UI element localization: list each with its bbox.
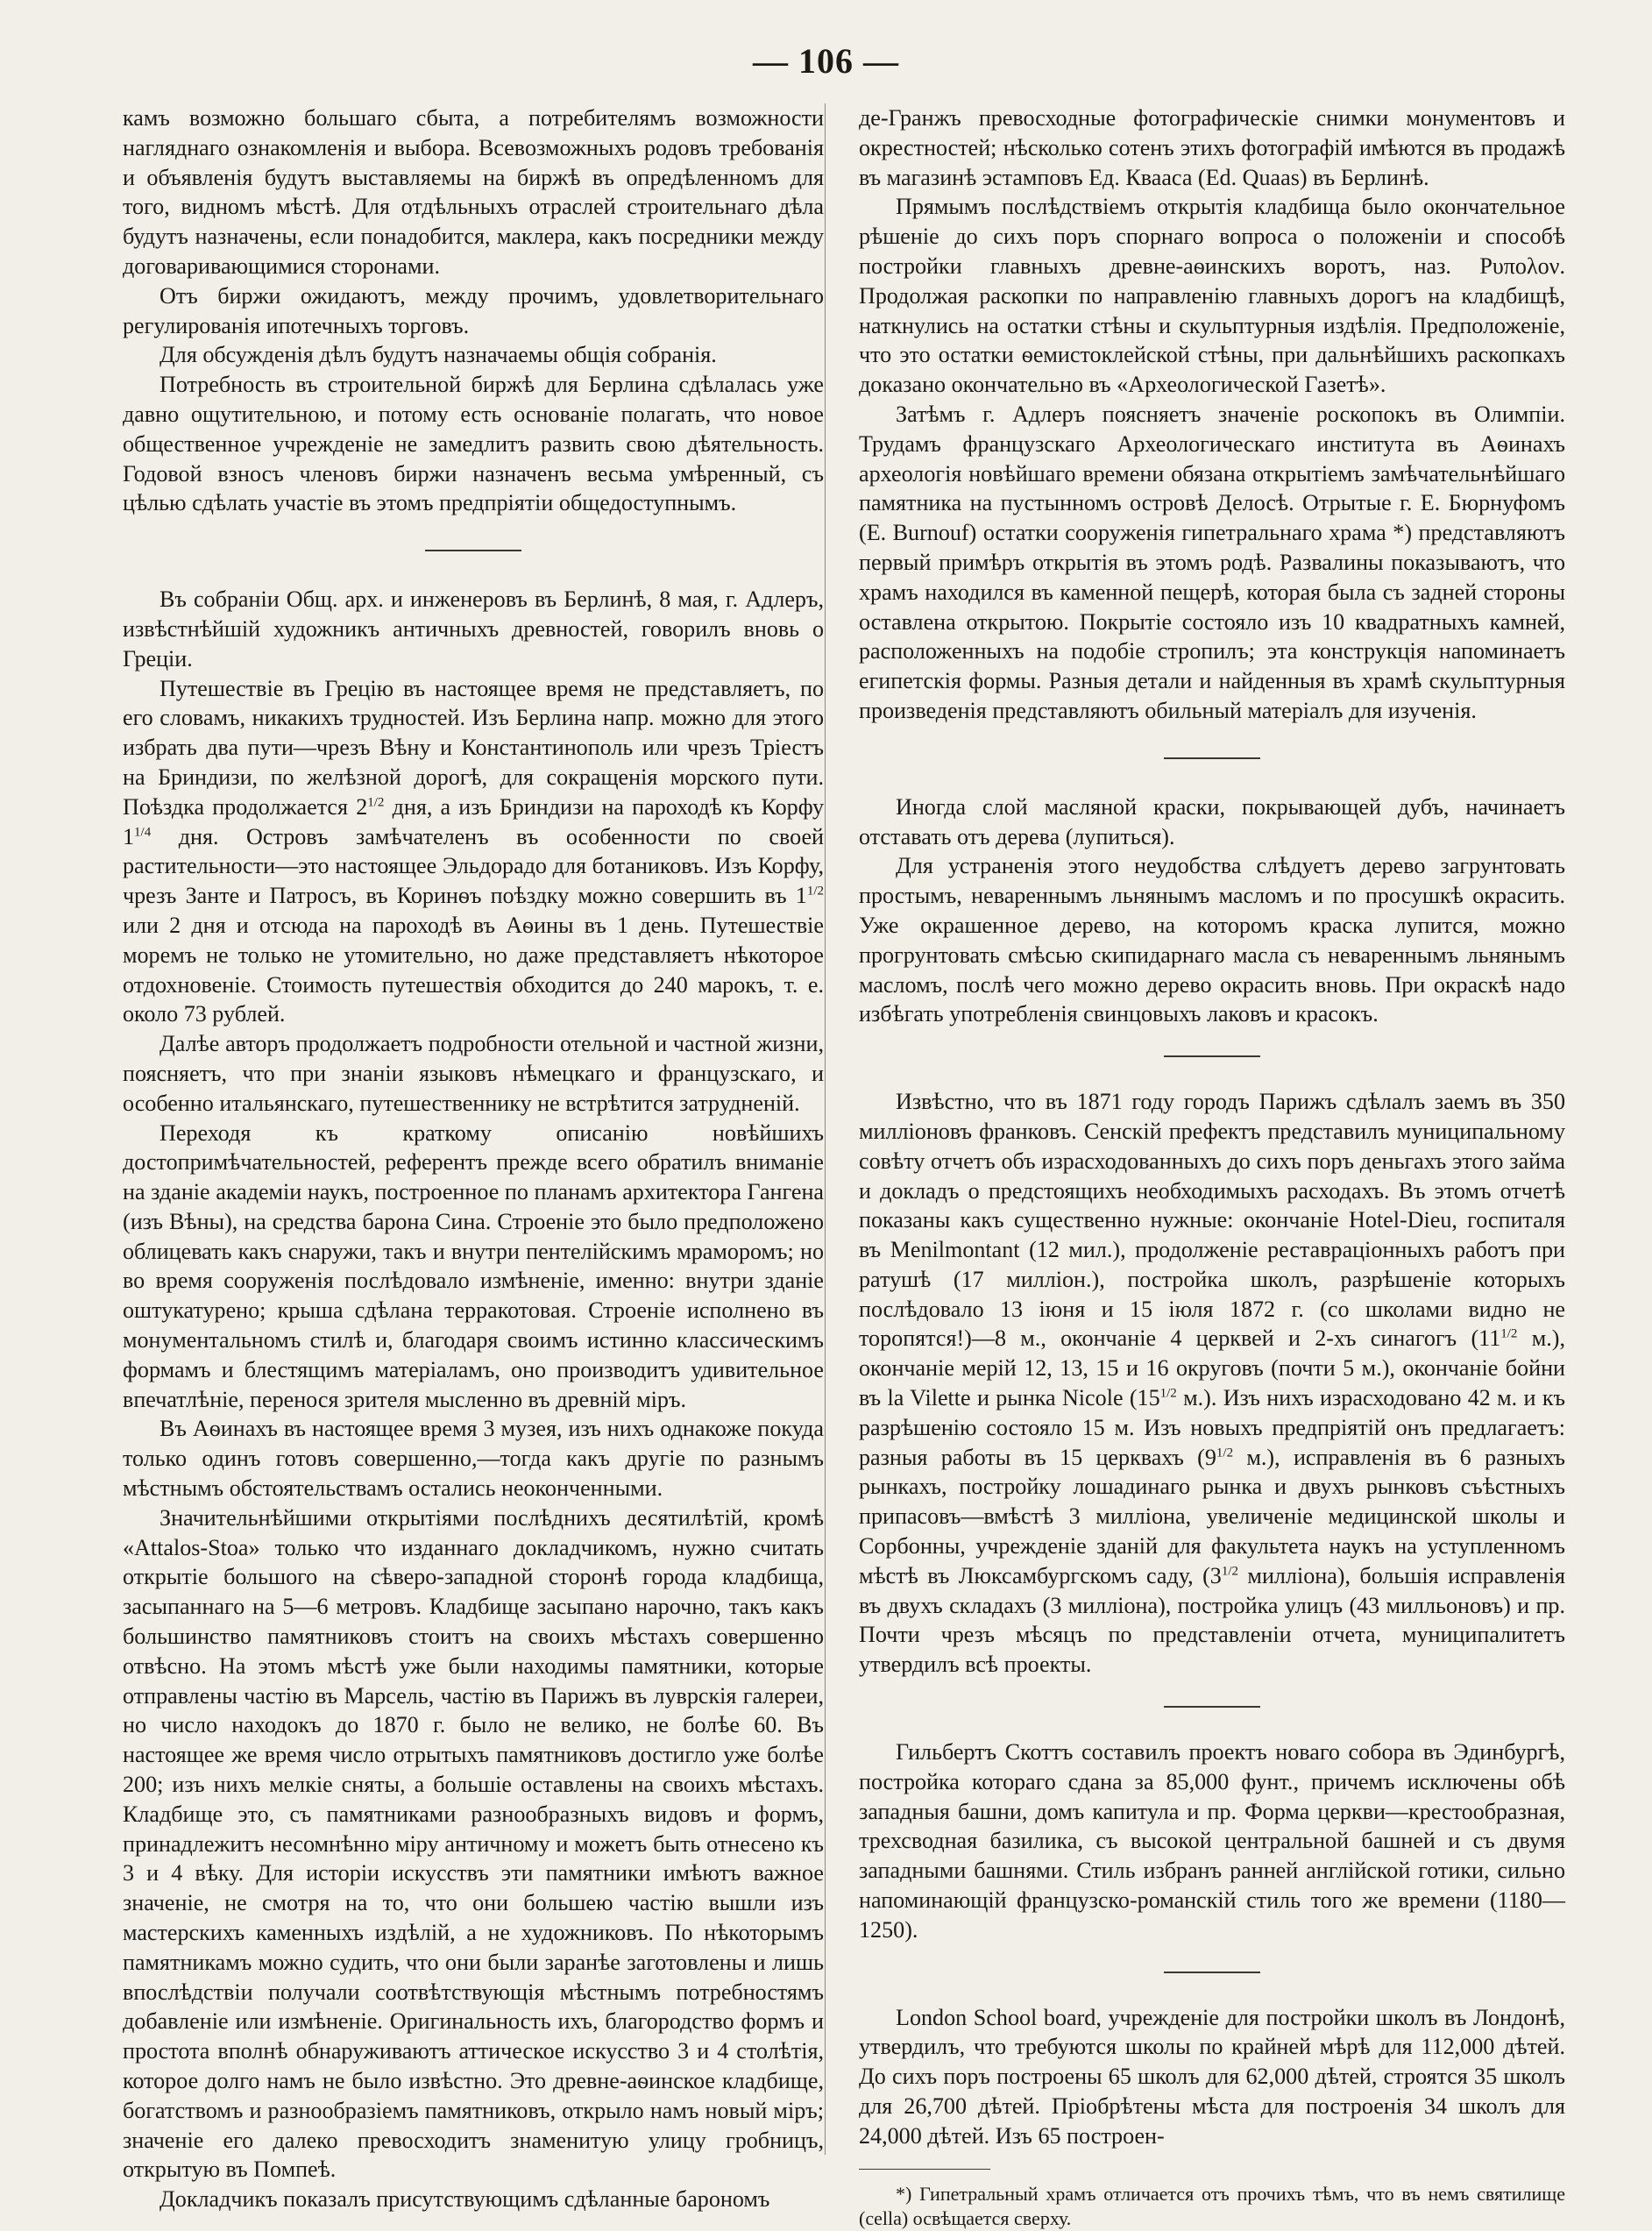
photographs-paragraph-start: Докладчикъ показалъ присутствующимъ сдѣланные барономъ: [160, 2186, 770, 2213]
section-divider: [425, 550, 521, 551]
photographs-paragraph-end: де-Гранжъ превосходные фотографическіе снимки монументовъ и окрестностей; нѣсколько сотенъ этихъ фотографій имѣются въ продажѣ въ магазинѣ эстамповъ Ед. Квааса (Ed. Quaas) въ Берлинѣ.: [859, 105, 1565, 190]
oil-paint-paragraph: Иногда слой масляной краски, покрывающей дубъ, начинаетъ отставать отъ дерева (лупиться).: [859, 793, 1565, 849]
paris-loan-paragraph: Извѣстно, что въ 1871 году городъ Парижъ сдѣлалъ заемъ въ 350 милліоновъ франковъ. Сенскій префектъ представилъ муниципальному совѣту отчетъ объ израсходованныхъ до сихъ поръ деньгахъ этого займа и докладъ о предстоящихъ необходимыхъ расходахъ. Въ этомъ отчетѣ показаны какъ существенно нужные: окончаніе Hotel-Dieu, госпиталя въ Menilmontant (12 мил.), продолженіе реставраціонныхъ работъ при ратушѣ (17 милліон.), постройка школъ, разрѣшеніе которыхъ послѣдовало 13 іюня и 15 іюля 1872 г. (со школами видно не торопятся!)—8 м., окончаніе 4 церквей и 2-хъ синагогъ ($11^{1/2}$ м.), окончаніе мерій 12, 13, 15 и 16 округовъ (почти 5 м.), окончаніе бойни въ la Vilette и рынка Nicole ($15^{1/2}$ м.). Изъ нихъ израсходовано 42 м. и къ разрѣшенію состояло 15 м. Изъ новыхъ предпріятій онъ предлагаетъ: разныя работы въ 15 церквахъ ($9^{1/2}$ м.), исправленія въ 6 разныхъ рынкахъ, постройку лошадинаго рынка и двухъ рынковъ съѣстныхъ припасовъ—вмѣстѣ 3 милліона, увеличеніе медицинской школы и Сорбонны, учрежденіе зданій для факультета наукъ на уступленномъ мѣстѣ въ Люксамбургскомъ саду, ($3^{1/2}$ милліона), большія исправленія въ двухъ складахъ (3 милліона), постройка улицъ (43 милльоновъ) и пр. Почти чрезъ мѣсяцъ по представленіи отчета, муниципалитетъ утвердилъ всѣ проекты.: [859, 1089, 1566, 1678]
hotel-life-paragraph: Далѣе авторъ продолжаетъ подробности отельной и частной жизни, поясняетъ, что при знаніи языковъ нѣмецкаго и французскаго, и особенно итальянскаго, путешественнику не встрѣтится затрудненій.: [123, 1031, 824, 1116]
gate-paragraph: Прямымъ послѣдствіемъ открытія кладбища было окончательное рѣшеніе до сихъ поръ спорнаго вопроса о положеніи и способѣ постройки главныхъ древне-аѳинскихъ воротъ, наз. Ρυπολον. Продолжая раскопки по направленію главныхъ дорогъ на кладбищѣ, наткнулись на остатки стѣны и скульптурныя издѣлія. Предположеніе, что это остатки ѳемистоклейской стѣны, при дальнѣйшихъ раскопкахъ доказано окончательно въ «Археологической Газетѣ».: [859, 194, 1565, 398]
page-number: — 106 —: [753, 41, 899, 81]
mortgage-paragraph: Отъ биржи ожидаютъ, между прочимъ, удовлетворительнаго регулированія ипотечныхъ торговъ.: [123, 282, 824, 338]
delos-paragraph: Затѣмъ г. Адлеръ поясняетъ значеніе роскопокъ въ Олимпіи. Трудамъ французскаго Археологическаго института въ Аѳинахъ археологія новѣйшаго времени обязана открытіемъ замѣчательнѣйшаго памятника на пустынномъ островѣ Делосѣ. Отрытые г. Е. Бюрнуфомъ (E. Burnouf) остатки сооруженія гипетральнаго храма *) представляютъ первый примѣръ открытія въ этомъ родѣ. Развалины показываютъ, что храмъ находился въ каменной пещерѣ, которая была съ задней стороны оставлена открытою. Покрытіе состояло изъ 10 квадратныхъ камней, расположенныхъ на подобіе стропилъ; эта конструкція напоминаетъ египетскія формы. Разныя детали и найденныя въ храмѣ скульптурныя произведенія представляютъ обильный матеріалъ для изученія.: [859, 401, 1565, 723]
berlin-exchange-paragraph: Потребность въ строительной биржѣ для Берлина сдѣлалась уже давно ощутительною, и потому есть основаніе полагать, что новое общественное учрежденіе не замедлитъ развить свою дѣятельность. Годовой взносъ членовъ биржи назначенъ весьма умѣренный, съ цѣлью сдѣлать участіе въ этомъ предпріятіи общедоступнымъ.: [123, 372, 824, 516]
priming-paragraph: Для устраненія этого неудобства слѣдуетъ дерево загрунтовать простымъ, невареннымъ льнянымъ масломъ и по просушкѣ окрасить. Уже окрашенное дерево, на которомъ краска лупится, можно прогрунтовать смѣсью скипидарнаго масла съ невареннымъ льнянымъ масломъ, послѣ чего можно дерево окрасить вновь. При окраскѣ надо избѣгать употребленія свинцовыхъ лаковъ и красокъ.: [859, 853, 1565, 1027]
section-divider: [1164, 1055, 1260, 1057]
travel-paragraph: Путешествіе въ Грецію въ настоящее время не представляетъ, по его словамъ, никакихъ трудностей. Изъ Берлина напр. можно для этого избрать два пути—чрезъ Вѣну и Константинополь или чрезъ Тріестъ на Бриндизи, по желѣзной дорогѣ, для сокращенія морского пути. Поѣздка продолжается $2^{1/2}$ дня, а изъ Бриндизи на пароходѣ къ Корфу $1^{1/4}$ дня. Островъ замѣчателенъ въ особенности по своей растительности—это настоящее Эльдорадо для ботаниковъ. Изъ Корфу, чрезъ Занте и Патросъ, въ Коринѳъ поѣздку можно совершить въ $1^{1/2}$ или 2 дня и отсюда на пароходѣ въ Аѳины въ 1 день. Путешествіе моремъ не только не утомительно, но даже представляетъ нѣкоторое отдохновеніе. Стоимость путешествія обходится до 240 марокъ, т. е. около 73 рублей.: [123, 675, 824, 1027]
assemblies-paragraph: Для обсужденія дѣлъ будутъ назначаемы общія собранія.: [160, 342, 717, 368]
cemetery-paragraph: Значительнѣйшими открытіями послѣднихъ десятилѣтій, кромѣ «Attalos-Stoa» только что изданнаго докладчикомъ, нужно считать открытіе большого на сѣверо-западной сторонѣ города кладбища, засыпаннаго на 5—6 метровъ. Кладбище засыпано нарочно, такъ какъ большинство памятниковъ стоитъ на своихъ мѣстахъ совершенно отвѣсно. На этомъ мѣстѣ уже были находимы памятники, которые отправлены частію въ Марсель, частію въ Парижъ въ луврскія галереи, но число находокъ до 1870 г. было не велико, не болѣе 60. Въ настоящее же время число отрытыхъ памятниковъ достигло уже болѣе 200; изъ нихъ мелкіе сняты, а большіе оставлены на своихъ мѣстахъ. Кладбище это, съ памятниками разнообразныхъ видовъ и формъ, принадлежитъ несомнѣнно міру античному и можетъ быть отнесено къ 3 и 4 вѣку. Для исторіи искусствъ эти памятники имѣютъ важное значеніе, не смотря на то, что они большею частію вышли изъ мастерскихъ каменныхъ издѣлій, а не художниковъ. По нѣкоторымъ памятникамъ можно судить, что они были заранѣе заготовлены и лишь впослѣдствіи получали соотвѣтствующія мѣстнымъ потребностямъ добавленіе или измѣненіе. Оригинальность ихъ, благородство формъ и простота вполнѣ обнаруживаютъ аттическое искусство 3 и 4 столѣтія, которое долго намъ не было извѣстно. Это древне-аѳинское кладбище, богатствомъ и разнообразіемъ памятниковъ, открыло намъ новый міръ; значеніе его далеко превосходитъ знаменитую улицу гробницъ, открытую въ Помпеѣ.: [123, 1504, 824, 2183]
adler-meeting-paragraph: Въ собраніи Общ. арх. и инженеровъ въ Берлинѣ, 8 мая, г. Адлеръ, извѣстнѣйшій художникъ античныхъ древностей, говорилъ вновь о Греціи.: [123, 586, 824, 671]
london-school-board-paragraph: London School board, учрежденіе для постройки школъ въ Лондонѣ, утвердилъ, что требуются школы по крайней мѣрѣ для 112,000 дѣтей. До сихъ поръ построены 65 школъ для 62,000 дѣтей, строятся 35 школъ для 26,700 дѣтей. Пріобрѣтены мѣста для построенія 34 школъ для 24,000 дѣтей. Изъ 65 построен-: [859, 2004, 1565, 2149]
academy-paragraph: Переходя къ краткому описанію новѣйшихъ достопримѣчательностей, референтъ прежде всего обратилъ вниманіе на зданіе академіи наукъ, построенное по планамъ архитектора Гангена (изъ Вѣны), на средства барона Сина. Строеніе это было предположено облицевать какъ снаружи, такъ и внутри пентелійскимъ мраморомъ; но во время сооруженія послѣдовало измѣненіе, именно: внутри зданіе оштукатурено; крыша сдѣлана терракотовая. Строеніе исполнено въ монументальномъ стилѣ и, благодаря своимъ истинно классическимъ формамъ и блестящимъ матеріаламъ, оно производитъ удивительное впечатлѣніе, перенося зрителя мысленно въ древній міръ.: [123, 1119, 824, 1412]
museums-paragraph: Въ Аѳинахъ въ настоящее время 3 музея, изъ нихъ однакоже покуда только одинъ готовъ совершенно,—тогда какъ другіе по разнымъ мѣстнымъ обстоятельствамъ остались неоконченными.: [123, 1416, 824, 1502]
left-column: [123, 103, 824, 2214]
column-divider: [825, 103, 826, 2155]
right-column: [859, 103, 1565, 2231]
section-divider: [1164, 1972, 1260, 1973]
stock-exchange-paragraph: камъ возможно большаго сбыта, а потребителямъ возможности нагляднаго ознакомленія и выбора. Всевозможныхъ родовъ требованія и объявленія будутъ выставляемы на биржѣ въ опредѣленномъ для того, видномъ мѣстѣ. Для отдѣльныхъ отраслей строительнаго дѣла будутъ назначены, если понадобится, маклера, какъ посредники между договаривающимися сторонами.: [123, 105, 824, 279]
section-divider: [1164, 757, 1260, 759]
footnote: *) Гипетральный храмъ отличается отъ прочихъ тѣмъ, что въ немъ святилище (cella) освѣщается сверху.: [859, 2182, 1565, 2229]
edinburgh-cathedral-paragraph: Гильбертъ Скоттъ составилъ проектъ новаго собора въ Эдинбургѣ, постройка котораго сдана за 85,000 фунт., причемъ исключены обѣ западныя башни, домъ капитула и пр. Форма церкви—крестообразная, трехсводная базилика, съ высокой центральной башней и съ двумя западными башнями. Стиль избранъ ранней англійской готики, сильно напоминающій французско-романскій стиль того же времени (1180—1250).: [859, 1739, 1565, 1943]
section-divider: [1164, 1706, 1260, 1708]
footnote-rule: [859, 2169, 990, 2170]
